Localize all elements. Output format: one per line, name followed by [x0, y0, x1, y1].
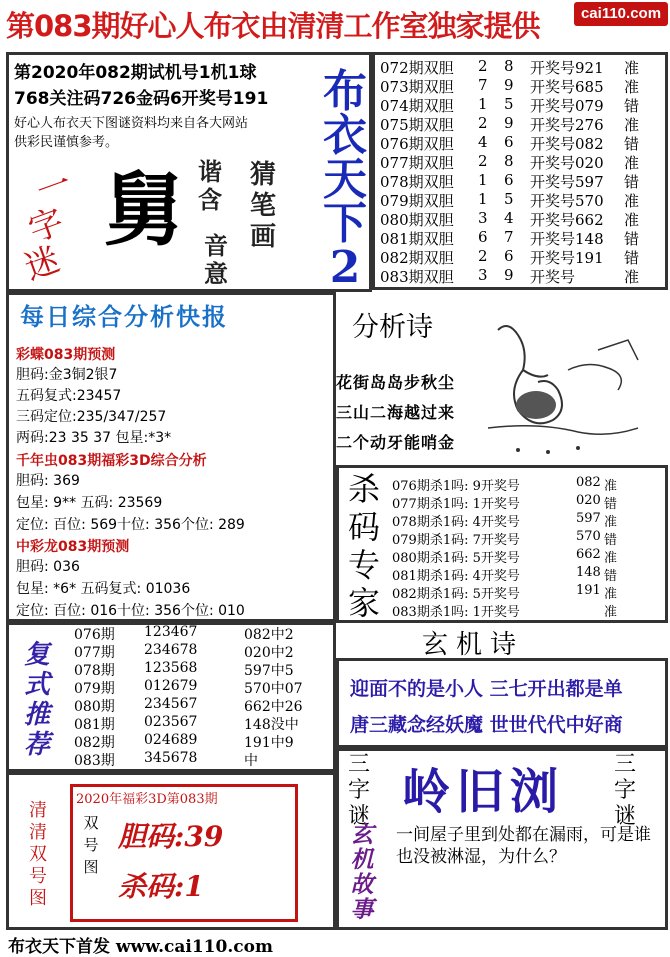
history-row: [380, 152, 666, 171]
kill-number: 191: [576, 583, 601, 598]
kill-row: [392, 565, 664, 583]
sketch-illustration: [478, 310, 644, 460]
compound-row: [74, 696, 330, 714]
history-period: 081期双胆: [380, 230, 454, 248]
kill-row: [392, 511, 664, 529]
kill-result: 准: [604, 605, 618, 620]
history-digit: 2: [478, 114, 488, 132]
history-result: 准: [624, 211, 640, 229]
kill-number: 570: [576, 529, 601, 544]
kill-code-title: [336, 470, 392, 622]
history-row: [380, 57, 666, 76]
kill-number: 148: [576, 565, 601, 580]
history-label: 开奖号276: [530, 116, 604, 134]
history-digit: 8: [504, 57, 514, 75]
section-line: 定位: 百位: 569十位: 356个位: 289: [16, 517, 245, 533]
history-result: 错: [624, 173, 640, 191]
three-char-riddle-label-right: [610, 752, 640, 830]
kill-text: 082期杀1码: 5开奖号: [392, 587, 520, 602]
compound-numbers: 345678: [144, 750, 198, 766]
section-line: 包星: 9** 五码: 23569: [16, 495, 163, 511]
kill-row: [392, 493, 664, 511]
compound-numbers: 123568: [144, 660, 198, 676]
compound-result: 662中26: [244, 699, 303, 715]
compound-row: [74, 714, 330, 732]
section-line: 五码复式:23457: [16, 388, 122, 404]
card-side-char: 号: [83, 836, 99, 854]
history-digit: 2: [478, 247, 488, 265]
history-row: [380, 114, 666, 133]
three-char-riddle-label-left: [344, 752, 374, 830]
history-label: 开奖号082: [530, 135, 604, 153]
riddle-label-char: 迷: [19, 239, 66, 289]
section-line: 胆码:金3铜2银7: [16, 367, 118, 383]
story-title-char: 机: [350, 846, 374, 873]
sanzi-char: 字: [347, 778, 370, 803]
site-badge[interactable]: cai110.com: [574, 2, 668, 26]
compound-numbers: 023567: [144, 714, 198, 730]
footer-link[interactable]: 布衣天下首发 www.cai110.com: [8, 937, 273, 957]
sanzi-char: 三: [347, 752, 370, 777]
compound-result: 082中2: [244, 627, 294, 643]
section-line: 胆码: 369: [16, 473, 80, 489]
card-side-char: 图: [83, 858, 99, 876]
sanzi-char: 三: [613, 752, 636, 777]
kill-row: [392, 601, 664, 619]
compound-row: [74, 750, 330, 768]
history-digit: 5: [504, 95, 514, 113]
compound-period: 082期: [74, 735, 115, 751]
kill-text: 080期杀1码: 5开奖号: [392, 551, 520, 566]
hint-column-2: 音意: [204, 232, 228, 288]
kill-row: [392, 475, 664, 493]
history-period: 080期双胆: [380, 211, 454, 229]
history-row: [380, 133, 666, 152]
compound-period: 081期: [74, 717, 115, 733]
history-period: 082期双胆: [380, 249, 454, 267]
compound-result: 中: [244, 753, 258, 769]
history-label: 开奖号570: [530, 192, 604, 210]
history-digit: 6: [478, 228, 488, 246]
card-side-char: 双: [83, 814, 99, 832]
history-result: 准: [624, 78, 640, 96]
history-digit: 5: [504, 190, 514, 208]
compound-result: 148没中: [244, 717, 299, 733]
compound-recommend-title: [14, 640, 60, 760]
history-result: 错: [624, 249, 640, 267]
history-label: 开奖号: [530, 268, 576, 286]
history-period: 077期双胆: [380, 154, 454, 172]
poem-line: 二个动牙能哨金: [336, 433, 456, 452]
kill-title-char: 家: [347, 584, 380, 622]
sanzi-char: 谜: [613, 804, 636, 829]
section-title: 千年虫083期福彩3D综合分析: [16, 453, 207, 469]
brand-char: 天: [323, 154, 367, 205]
section-line: 胆码: 036: [16, 559, 80, 575]
riddle-word: 岭旧浏: [402, 764, 565, 820]
kill-number: 597: [576, 511, 601, 526]
mystery-poem-line: 唐三藏念经妖魔 世世代代中好商: [350, 714, 623, 736]
poem-title: 分析诗: [352, 312, 433, 343]
compound-numbers: 012679: [144, 678, 198, 694]
kill-text: 077期杀1吗: 1开奖号: [392, 497, 520, 512]
card-title: 2020年福彩3D第083期: [76, 792, 218, 807]
label-char: 双: [29, 844, 47, 865]
brand-char: 2: [329, 242, 361, 293]
label-char: 清: [29, 822, 47, 843]
compound-result: 191中9: [244, 735, 294, 751]
riddle-label-char: 一: [31, 163, 78, 213]
history-period: 074期双胆: [380, 97, 454, 115]
kill-number: 662: [576, 547, 601, 562]
history-label: 开奖号148: [530, 230, 604, 248]
kill-result: 错: [604, 497, 618, 512]
history-digit: 1: [478, 190, 488, 208]
story-title-char: 故: [350, 871, 374, 898]
section-line: 两码:23 35 37 包星:*3*: [16, 430, 172, 446]
history-digit: 9: [504, 76, 514, 94]
label-char: 图: [29, 888, 47, 909]
analysis-banner: 每日综合分析快报: [20, 303, 228, 331]
history-digit: 9: [504, 114, 514, 132]
history-digit: 2: [478, 152, 488, 170]
history-label: 开奖号079: [530, 97, 604, 115]
history-period: 073期双胆: [380, 78, 454, 96]
hint-column-3: 猜笔画: [250, 160, 277, 252]
history-digit: 6: [504, 133, 514, 151]
compound-period: 083期: [74, 753, 115, 769]
history-result: 准: [624, 116, 640, 134]
kill-row: [392, 547, 664, 565]
kill-result: 错: [604, 569, 618, 584]
brand-char: 衣: [323, 110, 367, 161]
source-note: 好心人布衣天下图谜资料均来自各大网站: [14, 116, 249, 131]
mystery-poem-line: 迎面不的是小人 三七开出都是单: [350, 678, 623, 700]
brand-vertical: [318, 66, 372, 293]
riddle-label-char: 字: [23, 201, 70, 251]
source-note-2: 供彩民谨慎参考。: [14, 135, 119, 150]
story-title-char: 事: [350, 896, 374, 923]
section-title: 中彩龙083期预测: [16, 539, 130, 555]
kill-number: 082: [576, 475, 601, 490]
compound-result: 570中07: [244, 681, 303, 697]
history-result: 准: [624, 154, 640, 172]
history-row: [380, 171, 666, 190]
history-label: 开奖号191: [530, 249, 604, 267]
history-row: [380, 76, 666, 95]
history-digit: 4: [504, 209, 514, 227]
compound-period: 079期: [74, 681, 115, 697]
history-result: 准: [624, 59, 640, 77]
history-digit: 9: [504, 266, 514, 284]
brand-char: 下: [323, 198, 367, 249]
history-digit: 7: [504, 228, 514, 246]
mystery-poem-title: 玄机诗: [422, 630, 525, 660]
poem-line: 三山二海越过来: [336, 403, 456, 422]
history-row: [380, 95, 666, 114]
sha-code: 杀码:1: [118, 870, 204, 903]
dan-code: 胆码:39: [118, 820, 224, 853]
history-digit: 3: [478, 209, 488, 227]
history-result: 准: [624, 192, 640, 210]
sanzi-char: 谜: [347, 804, 370, 829]
history-digit: 8: [504, 152, 514, 170]
history-row: [380, 247, 666, 266]
history-row: [380, 266, 666, 285]
double-number-label: [26, 800, 50, 910]
card-side-label: [82, 812, 100, 878]
compound-row: [74, 642, 330, 660]
page-title: 第083期好心人布衣由清清工作室独家提供: [6, 9, 540, 43]
compound-numbers: 024689: [144, 732, 198, 748]
kill-title-char: 专: [347, 546, 380, 584]
brand-char: 布: [323, 66, 367, 117]
history-digit: 4: [478, 133, 488, 151]
history-digit: 6: [504, 171, 514, 189]
kill-result: 错: [604, 533, 618, 548]
history-digit: 1: [478, 95, 488, 113]
hint-column-1: 谐含: [198, 158, 222, 214]
history-period: 083期双胆: [380, 268, 454, 286]
story-title-char: 玄: [350, 821, 374, 848]
kill-result: 准: [604, 479, 618, 494]
history-label: 开奖号921: [530, 59, 604, 77]
kill-text: 079期杀1码: 7开奖号: [392, 533, 520, 548]
history-digit: 3: [478, 266, 488, 284]
compound-period: 077期: [74, 645, 115, 661]
kill-text: 083期杀1吗: 1开奖号: [392, 605, 520, 620]
kill-number: 020: [576, 493, 601, 508]
compound-period: 080期: [74, 699, 115, 715]
kill-result: 准: [604, 515, 618, 530]
compound-row: [74, 678, 330, 696]
kill-result: 准: [604, 551, 618, 566]
sanzi-char: 字: [613, 778, 636, 803]
compound-row: [74, 732, 330, 750]
fushi-title-char: 推: [23, 700, 50, 730]
trial-number-line: 第2020年082期试机号1机1球: [14, 63, 257, 83]
poem-line: 花街岛岛步秋尘: [336, 373, 456, 392]
fushi-title-char: 荐: [23, 730, 50, 760]
history-result: 准: [624, 268, 640, 286]
history-digit: 7: [478, 76, 488, 94]
history-label: 开奖号662: [530, 211, 604, 229]
history-label: 开奖号597: [530, 173, 604, 191]
compound-row: [74, 660, 330, 678]
kill-text: 081期杀1码: 4开奖号: [392, 569, 520, 584]
fushi-title-char: 式: [23, 670, 50, 700]
compound-numbers: 234567: [144, 696, 198, 712]
history-row: [380, 228, 666, 247]
compound-period: 076期: [74, 627, 115, 643]
history-digit: 6: [504, 247, 514, 265]
history-period: 072期双胆: [380, 59, 454, 77]
history-period: 078期双胆: [380, 173, 454, 191]
section-line: 三码定位:235/347/257: [16, 409, 167, 425]
compound-period: 078期: [74, 663, 115, 679]
kill-text: 078期杀1码: 4开奖号: [392, 515, 520, 530]
kill-row: [392, 529, 664, 547]
history-result: 错: [624, 135, 640, 153]
history-label: 开奖号685: [530, 78, 604, 96]
story-title: [344, 822, 380, 922]
label-char: 清: [29, 800, 47, 821]
section-title: 彩蝶083期预测: [16, 347, 116, 363]
kill-title-char: 杀: [347, 470, 380, 508]
history-result: 错: [624, 97, 640, 115]
riddle-character: 舅: [104, 164, 184, 257]
history-digit: 2: [478, 57, 488, 75]
kill-row: [392, 583, 664, 601]
kill-title-char: 码: [347, 508, 380, 546]
compound-row: [74, 624, 330, 642]
compound-numbers: 123467: [144, 624, 198, 640]
history-digit: 1: [478, 171, 488, 189]
compound-numbers: 234678: [144, 642, 198, 658]
history-row: [380, 190, 666, 209]
fushi-title-char: 复: [23, 640, 50, 670]
focus-code-line: 768关注码726金码6开奖号191: [14, 89, 269, 109]
section-line: 定位: 百位: 016十位: 356个位: 010: [16, 603, 245, 619]
riddle-text: 一间屋子里到处都在漏雨，可是谁也没被淋湿，为什么？: [396, 825, 651, 867]
label-char: 号: [29, 866, 47, 887]
one-char-riddle-label: [19, 160, 82, 289]
kill-text: 076期杀1吗: 9开奖号: [392, 479, 520, 494]
section-line: 包星: *6* 五码复式: 01036: [16, 581, 191, 597]
history-row: [380, 209, 666, 228]
history-period: 079期双胆: [380, 192, 454, 210]
history-period: 076期双胆: [380, 135, 454, 153]
history-result: 错: [624, 230, 640, 248]
history-label: 开奖号020: [530, 154, 604, 172]
kill-result: 准: [604, 587, 618, 602]
compound-result: 597中5: [244, 663, 294, 679]
compound-result: 020中2: [244, 645, 294, 661]
history-period: 075期双胆: [380, 116, 454, 134]
